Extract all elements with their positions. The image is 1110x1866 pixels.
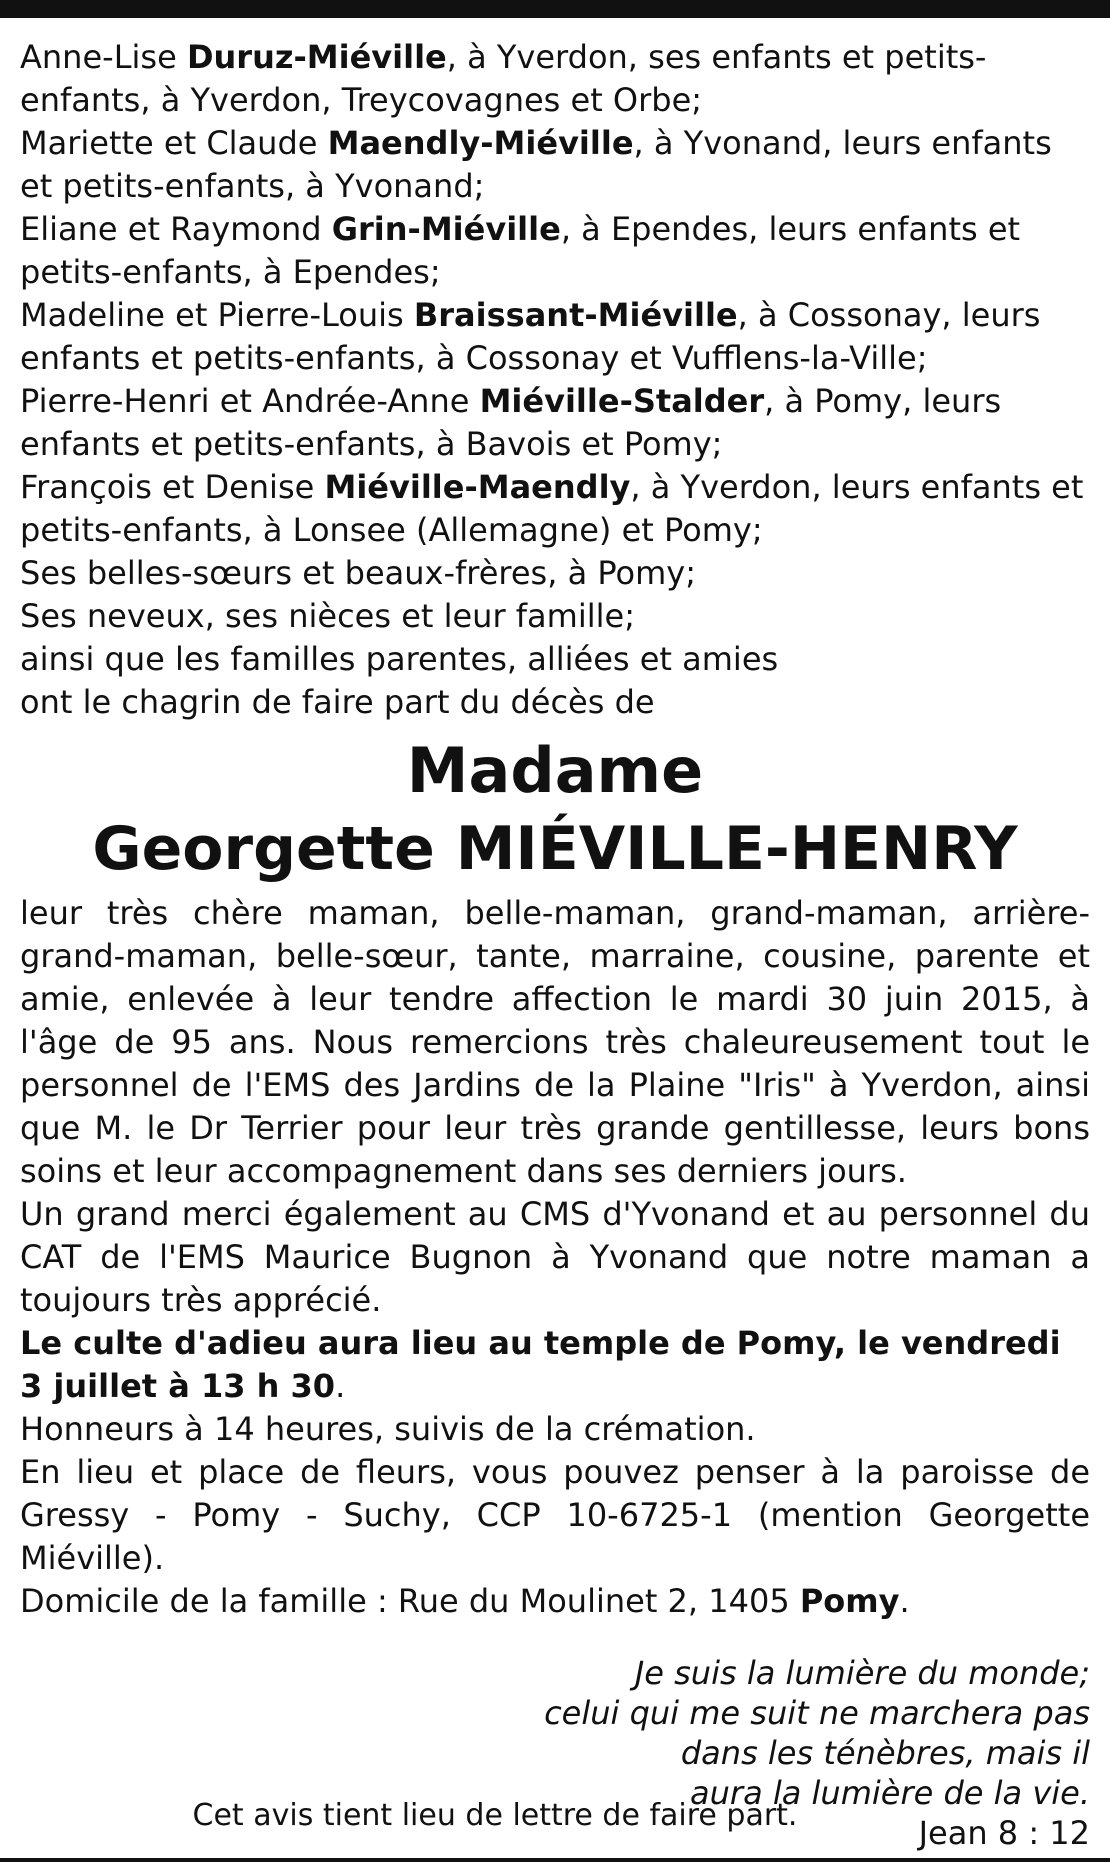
family-list: [20, 36, 1090, 724]
relatives-line: Ses neveux, ses nièces et leur famille;: [20, 597, 635, 635]
family-surname: Miéville-Stalder: [479, 382, 765, 420]
deceased-name: Georgette MIÉVILLE-HENRY: [92, 814, 1018, 884]
verse-line: aura la lumière de la vie.: [690, 1774, 1090, 1812]
family-entry: Eliane et Raymond Grin-Miéville, à Ependes, leurs enfants et petits-enfants, à Ependes;: [20, 210, 1021, 291]
top-rule: [0, 0, 1110, 18]
notice-body: [20, 892, 1090, 1623]
service-info: Le culte d'adieu aura lieu au temple de Pomy, le vendredi 3 juillet à 13 h 30.: [20, 1324, 1061, 1405]
family-surname: Maendly-Miéville: [327, 124, 634, 162]
family-entry: François et Denise Miéville-Maendly, à Yverdon, leurs enfants et petits-enfants, à Lonsee (Allemagne) et Pomy;: [20, 468, 1084, 549]
bible-verse: [20, 1653, 1090, 1813]
obituary-notice: [20, 36, 1090, 1853]
verse-reference: Jean 8 : 12: [918, 1814, 1090, 1852]
announcement-line: ont le chagrin de faire part du décès de: [20, 683, 655, 721]
family-entry: Pierre-Henri et Andrée-Anne Miéville-Stalder, à Pomy, leurs enfants et petits-enfants, à Bavois et Pomy;: [20, 382, 1002, 463]
family-surname: Miéville-Maendly: [324, 468, 631, 506]
family-entry: Anne-Lise Duruz-Miéville, à Yverdon, ses enfants et petits-enfants, à Yverdon, Treycovagnes et Orbe;: [20, 38, 987, 119]
family-surname: Braissant-Miéville: [413, 296, 738, 334]
honours-info: Honneurs à 14 heures, suivis de la crémation.: [20, 1410, 756, 1448]
deceased-title: Madame: [406, 734, 704, 807]
deceased-heading: [20, 732, 1090, 888]
verse-line: celui qui me suit ne marchera pas: [544, 1694, 1090, 1732]
bottom-rule: [0, 1858, 1110, 1862]
verse-line: Je suis la lumière du monde;: [634, 1654, 1090, 1692]
thanks-paragraph: Un grand merci également au CMS d'Yvonand et au personnel du CAT de l'EMS Maurice Bugnon à Yvonand que notre maman a toujours très apprécié.: [20, 1195, 1090, 1319]
family-entry: Madeline et Pierre-Louis Braissant-Miéville, à Cossonay, leurs enfants et petits-enfants, à Cossonay et Vufflens-la-Ville;: [20, 296, 1041, 377]
deceased-description: leur très chère maman, belle-maman, grand-maman, arrière-grand-maman, belle-sœur, tante, marraine, cousine, parente et amie, enlevée à leur tendre affection le mardi 30 juin 2015, à l'âge de 95 ans. Nous remercions très chaleureusement tout le personnel de l'EMS des Jardins de la Plaine "Iris" à Yverdon, ainsi que M. le Dr Terrier pour leur très grande gentillesse, leurs bons soins et leur accompagnement dans ses derniers jours.: [20, 894, 1091, 1190]
family-surname: Grin-Miéville: [331, 210, 561, 248]
donation-info: En lieu et place de fleurs, vous pouvez penser à la paroisse de Gressy - Pomy - Suchy, CCP 10-6725-1 (mention Georgette Miéville).: [20, 1453, 1090, 1577]
family-entry: Mariette et Claude Maendly-Miéville, à Yvonand, leurs enfants et petits-enfants, à Yvonand;: [20, 124, 1052, 205]
verse-line: dans les ténèbres, mais il: [680, 1734, 1090, 1772]
relatives-line: Ses belles-sœurs et beaux-frères, à Pomy;: [20, 554, 696, 592]
closing-note: Cet avis tient lieu de lettre de faire part.: [192, 1798, 798, 1833]
domicile-info: Domicile de la famille : Rue du Moulinet 2, 1405 Pomy.: [20, 1582, 910, 1620]
family-surname: Duruz-Miéville: [186, 38, 447, 76]
relatives-line: ainsi que les familles parentes, alliées et amies: [20, 640, 779, 678]
